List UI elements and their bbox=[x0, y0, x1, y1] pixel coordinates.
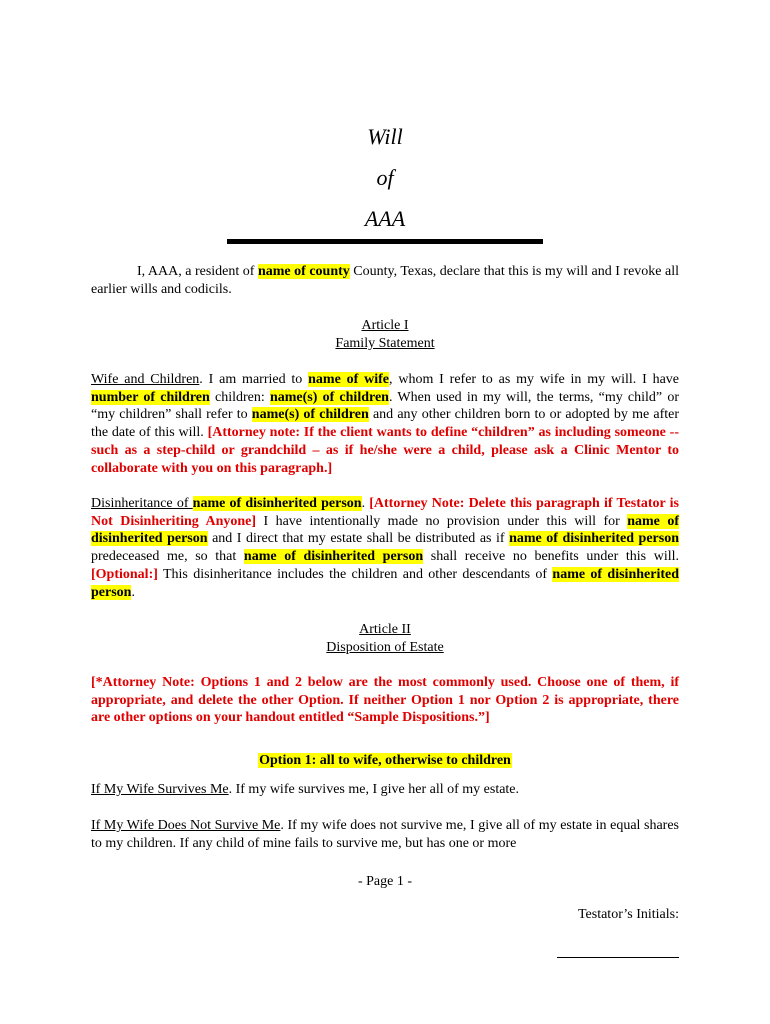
wife-survives-paragraph bbox=[91, 781, 679, 799]
children-count-field[interactable]: number of children bbox=[91, 389, 210, 405]
attorney-note-children: [Attorney note: If the client wants to define “children” as including someone -- such as a step-child or grandchild – as if he/she were a child, please ask a Clinic Mentor to collaborate with you on this paragraph.] bbox=[91, 425, 680, 476]
wife-name-field[interactable]: name of wife bbox=[308, 372, 390, 387]
family-text-2: , whom I refer to as my wife in my will. I have bbox=[389, 372, 680, 387]
family-label: Wife and Children bbox=[91, 372, 200, 387]
intro-text-1: I, AAA, a resident of bbox=[137, 264, 258, 279]
optional-marker: [Optional:] bbox=[91, 566, 158, 582]
family-statement-paragraph bbox=[91, 371, 679, 477]
disinherit-text-4: predeceased me, so that bbox=[91, 549, 244, 565]
will-title-line-3: AAA bbox=[364, 206, 406, 231]
disinherited-name-field-3[interactable]: name of disinherited person bbox=[509, 531, 680, 547]
will-title-line-2: of bbox=[376, 165, 394, 190]
intro-paragraph bbox=[91, 263, 679, 298]
family-text-3: children: bbox=[209, 389, 270, 405]
children-names-field-2[interactable]: name(s) of children bbox=[251, 407, 369, 423]
article-2-heading bbox=[0, 621, 770, 638]
disinherit-text-2: I have intentionally made no provision under this will for bbox=[256, 513, 628, 529]
will-title-line-1: Will bbox=[367, 124, 403, 149]
wife-survives-text: . If my wife survives me, I give her all of my estate. bbox=[228, 782, 520, 797]
intro-text-2: County, Texas, declare that this is my will and I revoke all earlier wills and codicils. bbox=[91, 264, 679, 297]
article-1-heading bbox=[0, 317, 770, 334]
article-2-subheading bbox=[0, 639, 770, 656]
disinherit-label: Disinheritance of bbox=[91, 496, 193, 511]
disinherited-name-field-4[interactable]: name of disinherited person bbox=[243, 549, 424, 565]
family-text-4: . When used in my will, the terms, “my child” or “my children” shall refer to bbox=[91, 389, 679, 423]
disinherited-name-field-5[interactable]: name of disinherited person bbox=[91, 566, 680, 600]
article-2-subheading-text: Disposition of Estate bbox=[326, 640, 444, 655]
disinherited-name-field-1[interactable]: name of disinherited person bbox=[192, 496, 362, 511]
page-number: - Page 1 - bbox=[357, 874, 413, 889]
family-text-1: . I am married to bbox=[199, 372, 309, 387]
disinherit-text-5: shall receive no benefits under this will. bbox=[423, 549, 679, 565]
disinheritance-paragraph bbox=[91, 495, 679, 601]
children-names-field-1[interactable]: name(s) of children bbox=[269, 389, 389, 405]
title-divider bbox=[227, 239, 543, 244]
wife-not-survive-label: If My Wife Does Not Survive Me bbox=[91, 818, 281, 833]
attorney-note-disinherit: [Attorney Note: Delete this paragraph if Testator is Not Disinheriting Anyone] bbox=[91, 496, 680, 529]
family-text-5: and any other children born to or adopted by me after the date of this will. bbox=[91, 407, 679, 441]
testator-initials-label: Testator’s Initials: bbox=[577, 907, 679, 922]
disinherit-text-3: and I direct that my estate shall be distributed as if bbox=[207, 531, 510, 547]
disinherit-text-7: . bbox=[131, 584, 135, 600]
initials-signature-line[interactable] bbox=[557, 957, 679, 958]
wife-survives-label: If My Wife Survives Me bbox=[91, 782, 229, 797]
option-1-title: Option 1: all to wife, otherwise to children bbox=[259, 753, 511, 768]
disinherit-text-1: . bbox=[361, 496, 370, 511]
article-1-heading-text: Article I bbox=[361, 318, 409, 333]
disinherit-text-6: This disinheritance includes the children and other descendants of bbox=[157, 566, 553, 582]
county-field[interactable]: name of county bbox=[257, 264, 350, 279]
attorney-note-options: [*Attorney Note: Options 1 and 2 below are the most commonly used. Choose one of them, if appropriate, and delete the other Option. If neither Option 1 nor Option 2 is appropriate, there are other options on your handout entitled “Sample Dispositions.”] bbox=[91, 675, 679, 726]
disinherited-name-field-2[interactable]: name of disinherited person bbox=[91, 513, 680, 547]
article-1-subheading-text: Family Statement bbox=[335, 336, 435, 351]
article-1-subheading bbox=[0, 335, 770, 352]
option-1-heading bbox=[0, 753, 770, 769]
wife-not-survive-paragraph bbox=[91, 817, 679, 852]
wife-not-survive-text: . If my wife does not survive me, I give all of my estate in equal shares to my children. If any child of mine fails to survive me, but has one or more bbox=[91, 818, 679, 851]
article-2-heading-text: Article II bbox=[359, 622, 411, 637]
